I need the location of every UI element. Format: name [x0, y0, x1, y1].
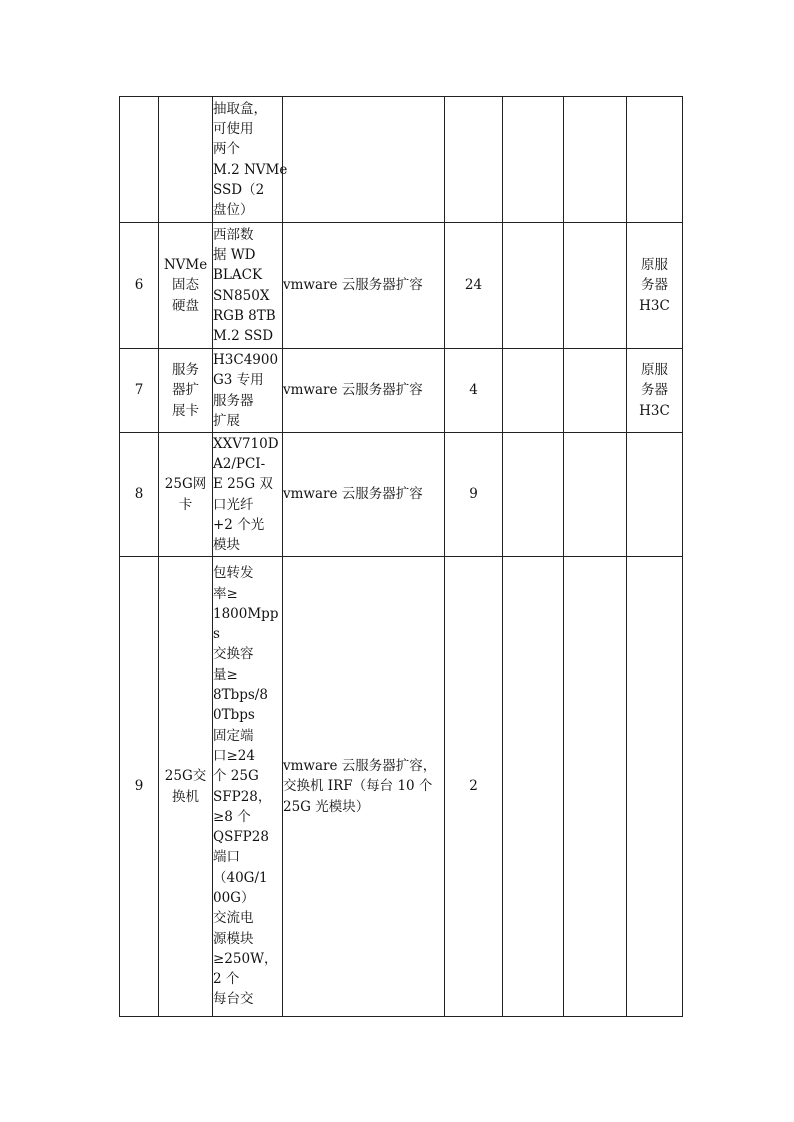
spec-cell-line: 抽取盒， — [213, 100, 267, 117]
name-cell-line: 固态 — [172, 277, 199, 294]
name-cell — [159, 349, 213, 433]
table-row — [120, 349, 683, 433]
spec-cell-line: 端口 — [213, 849, 240, 866]
spec-cell-line: SN850X — [213, 287, 270, 304]
remark-cell-line: H3C — [639, 402, 670, 419]
name-cell-line: 25G交 — [164, 768, 207, 785]
spec-cell-line: 固定端 — [213, 727, 254, 744]
spec-cell-line: 可使用 — [213, 120, 254, 137]
spec-cell-line: 2 个 — [213, 971, 240, 988]
quantity-cell-line: 4 — [469, 382, 478, 399]
purpose-cell — [283, 557, 445, 1017]
spec-cell-line: 服务器 — [213, 392, 254, 409]
spec-cell-line: 量≥ — [213, 666, 238, 683]
quantity-cell — [445, 223, 503, 349]
quantity-cell-line: 9 — [469, 486, 478, 503]
quantity-cell — [445, 433, 503, 557]
index-cell-line: 7 — [134, 382, 144, 399]
spec-cell-line: M.2 SSD — [213, 328, 274, 345]
spec-cell-line: SFP28， — [213, 788, 272, 805]
spec-cell-line: RGB 8TB — [213, 307, 276, 324]
name-cell-line: 展卡 — [172, 402, 199, 419]
name-cell — [159, 97, 213, 223]
spec-cell-line: 交流电 — [213, 910, 254, 927]
spec-cell-line: 每台交 — [213, 991, 254, 1008]
purpose-cell-line: vmware 云服务器扩容 — [283, 382, 423, 399]
spec-cell-line: 口光纤 — [213, 496, 254, 513]
spec-cell-line: G3 专用 — [213, 372, 264, 389]
index-cell-line: 6 — [134, 277, 144, 294]
remark-cell — [627, 97, 683, 223]
spec-cell — [213, 97, 288, 223]
remark-cell — [627, 557, 683, 1017]
purpose-cell-line: vmware 云服务器扩容 — [283, 277, 423, 294]
name-cell-line: 换机 — [172, 788, 199, 805]
spec-cell — [213, 223, 283, 349]
index-cell — [120, 557, 159, 1017]
spec-cell-line: 1800Mpp — [213, 605, 279, 622]
empty-cell — [564, 223, 627, 349]
spec-cell-line: 据 WD — [213, 246, 256, 263]
purpose-cell — [283, 349, 445, 433]
quantity-cell-line: 24 — [464, 277, 483, 294]
spec-cell-line: 模块 — [213, 537, 240, 554]
spec-cell-line: 源模块 — [213, 930, 254, 947]
name-cell-line: 服务 — [172, 362, 199, 379]
spec-cell-line: 8Tbps/8 — [213, 687, 268, 704]
empty-cell — [503, 557, 564, 1017]
spec-cell-line: 率≥ — [213, 585, 238, 602]
name-cell — [159, 433, 213, 557]
remark-cell — [627, 349, 683, 433]
spec-cell — [213, 557, 283, 1017]
spec-cell-line: 口≥24 — [213, 747, 255, 764]
name-cell-line: 器扩 — [172, 382, 199, 399]
spec-cell-line: 包转发 — [213, 565, 254, 582]
spec-cell-line: E 25G 双 — [213, 476, 273, 493]
spec-cell-line: 0Tbps — [213, 707, 255, 724]
purpose-cell — [283, 97, 445, 223]
table-row — [120, 433, 683, 557]
spec-cell-line: （40G/1 — [213, 869, 268, 886]
name-cell-line: 卡 — [178, 496, 193, 513]
spec-cell-line: ≥250W， — [213, 950, 278, 967]
name-cell — [159, 557, 213, 1017]
table-row — [120, 97, 683, 223]
remark-cell-line: 务器 — [641, 382, 668, 399]
empty-cell — [503, 97, 564, 223]
spec-cell-line: 交换容 — [213, 646, 254, 663]
empty-cell — [503, 223, 564, 349]
spec-cell-line: BLACK — [213, 267, 263, 284]
table-row — [120, 223, 683, 349]
spec-cell-line: SSD（2 — [213, 181, 265, 198]
spec-cell-line: 两个 — [213, 141, 240, 158]
spec-cell — [213, 433, 283, 557]
spec-cell-line: 00G） — [213, 889, 255, 906]
name-cell-line: 硬盘 — [172, 297, 199, 314]
spec-cell-line: s — [213, 626, 220, 643]
empty-cell — [564, 349, 627, 433]
index-cell — [120, 433, 159, 557]
remark-cell — [627, 223, 683, 349]
empty-cell — [564, 97, 627, 223]
index-cell-line: 8 — [134, 486, 144, 503]
spec-cell-line: 西部数 — [213, 226, 254, 243]
spec-cell-line: ≥8 个 — [213, 808, 251, 825]
spec-cell-line: 个 25G — [213, 768, 259, 785]
index-cell — [120, 349, 159, 433]
purpose-cell-line: 交换机 IRF（每台 10 个 — [283, 778, 433, 795]
empty-cell — [564, 433, 627, 557]
spec-cell-line: XXV710D — [213, 435, 279, 452]
spec-cell-line: QSFP28 — [213, 829, 269, 846]
spec-table — [119, 96, 683, 1017]
purpose-cell — [283, 223, 445, 349]
spec-cell-line: M.2 NVMe — [213, 161, 288, 178]
empty-cell — [503, 349, 564, 433]
remark-cell-line: 原服 — [641, 257, 668, 274]
purpose-cell-line: vmware 云服务器扩容 — [283, 486, 423, 503]
spec-cell-line: A2/PCI- — [213, 455, 266, 472]
purpose-cell — [283, 433, 445, 557]
index-cell — [120, 97, 159, 223]
spec-cell-line: 扩展 — [213, 412, 240, 429]
purpose-cell-line: 25G 光模块） — [283, 798, 370, 815]
quantity-cell — [445, 97, 503, 223]
remark-cell-line: H3C — [639, 297, 670, 314]
quantity-cell — [445, 349, 503, 433]
spec-cell-line: 盘位） — [213, 202, 254, 219]
spec-cell — [213, 349, 283, 433]
table-body — [120, 97, 683, 1017]
empty-cell — [503, 433, 564, 557]
name-cell-line: 25G网 — [164, 476, 207, 493]
quantity-cell — [445, 557, 503, 1017]
spec-cell-line: H3C4900 — [213, 351, 279, 368]
table-row — [120, 557, 683, 1017]
empty-cell — [564, 557, 627, 1017]
remark-cell-line: 原服 — [641, 362, 668, 379]
index-cell-line: 9 — [134, 778, 144, 795]
name-cell — [159, 223, 213, 349]
remark-cell — [627, 433, 683, 557]
spec-cell-line: +2 个光 — [213, 516, 265, 533]
name-cell-line: NVMe — [163, 257, 208, 274]
index-cell — [120, 223, 159, 349]
quantity-cell-line: 2 — [469, 778, 478, 795]
remark-cell-line: 务器 — [641, 277, 668, 294]
purpose-cell-line: vmware 云服务器扩容， — [283, 758, 437, 775]
